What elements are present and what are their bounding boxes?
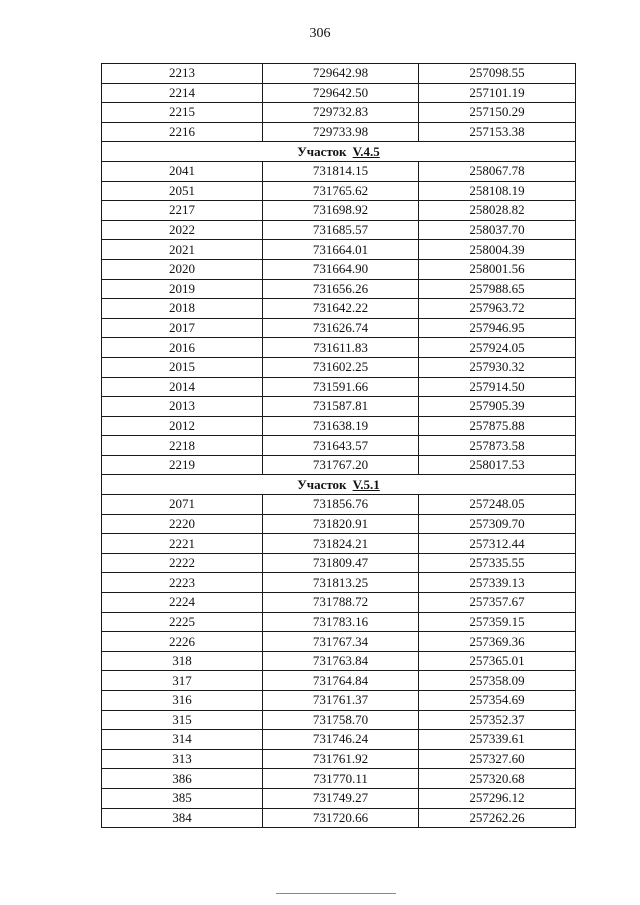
point-number-cell: 2215 <box>102 103 263 123</box>
point-number-cell: 2019 <box>102 279 263 299</box>
x-coordinate-cell: 731587.81 <box>263 397 419 417</box>
x-coordinate-cell: 731764.84 <box>263 671 419 691</box>
table-row <box>102 671 576 691</box>
point-number-cell: 2018 <box>102 299 263 319</box>
y-coordinate-cell: 258028.82 <box>419 201 576 221</box>
table-row <box>102 612 576 632</box>
x-coordinate-cell: 731761.37 <box>263 691 419 711</box>
point-number-cell: 2071 <box>102 495 263 515</box>
table-row <box>102 181 576 201</box>
y-coordinate-cell: 257339.61 <box>419 730 576 750</box>
point-number-cell: 2222 <box>102 553 263 573</box>
point-number-cell: 2226 <box>102 632 263 652</box>
point-number-cell: 385 <box>102 788 263 808</box>
coordinates-table <box>101 63 576 828</box>
point-number-cell: 313 <box>102 749 263 769</box>
point-number-cell: 2017 <box>102 318 263 338</box>
table-row <box>102 318 576 338</box>
point-number-cell: 386 <box>102 769 263 789</box>
y-coordinate-cell: 257988.65 <box>419 279 576 299</box>
x-coordinate-cell: 731685.57 <box>263 220 419 240</box>
y-coordinate-cell: 257354.69 <box>419 691 576 711</box>
table-row <box>102 593 576 613</box>
table-row <box>102 122 576 142</box>
point-number-cell: 2218 <box>102 436 263 456</box>
point-number-cell: 2216 <box>102 122 263 142</box>
x-coordinate-cell: 731767.20 <box>263 455 419 475</box>
section-header-row <box>102 475 576 495</box>
table-row <box>102 769 576 789</box>
point-number-cell: 315 <box>102 710 263 730</box>
x-coordinate-cell: 731602.25 <box>263 357 419 377</box>
x-coordinate-cell: 731814.15 <box>263 161 419 181</box>
x-coordinate-cell: 731783.16 <box>263 612 419 632</box>
table-row <box>102 749 576 769</box>
point-number-cell: 317 <box>102 671 263 691</box>
table-row <box>102 299 576 319</box>
table-row <box>102 416 576 436</box>
x-coordinate-cell: 731664.01 <box>263 240 419 260</box>
x-coordinate-cell: 731591.66 <box>263 377 419 397</box>
y-coordinate-cell: 258001.56 <box>419 259 576 279</box>
x-coordinate-cell: 731664.90 <box>263 259 419 279</box>
table-row <box>102 534 576 554</box>
section-header-row <box>102 142 576 162</box>
table-row <box>102 397 576 417</box>
section-code: V.4.5 <box>352 143 380 159</box>
table-row <box>102 514 576 534</box>
coordinates-table-body <box>102 64 576 828</box>
y-coordinate-cell: 257358.09 <box>419 671 576 691</box>
x-coordinate-cell: 731761.92 <box>263 749 419 769</box>
x-coordinate-cell: 731638.19 <box>263 416 419 436</box>
x-coordinate-cell: 731642.22 <box>263 299 419 319</box>
x-coordinate-cell: 731749.27 <box>263 788 419 808</box>
point-number-cell: 2014 <box>102 377 263 397</box>
table-row <box>102 338 576 358</box>
x-coordinate-cell: 731656.26 <box>263 279 419 299</box>
x-coordinate-cell: 731824.21 <box>263 534 419 554</box>
point-number-cell: 316 <box>102 691 263 711</box>
x-coordinate-cell: 731856.76 <box>263 495 419 515</box>
y-coordinate-cell: 257320.68 <box>419 769 576 789</box>
table-row <box>102 259 576 279</box>
footer-rule <box>276 893 396 894</box>
point-number-cell: 2021 <box>102 240 263 260</box>
x-coordinate-cell: 731763.84 <box>263 651 419 671</box>
table-row <box>102 357 576 377</box>
table-row <box>102 240 576 260</box>
y-coordinate-cell: 257359.15 <box>419 612 576 632</box>
y-coordinate-cell: 257930.32 <box>419 357 576 377</box>
x-coordinate-cell: 731643.57 <box>263 436 419 456</box>
y-coordinate-cell: 258037.70 <box>419 220 576 240</box>
point-number-cell: 2223 <box>102 573 263 593</box>
point-number-cell: 2022 <box>102 220 263 240</box>
y-coordinate-cell: 257365.01 <box>419 651 576 671</box>
table-row <box>102 377 576 397</box>
point-number-cell: 2041 <box>102 161 263 181</box>
point-number-cell: 2213 <box>102 64 263 84</box>
x-coordinate-cell: 731767.34 <box>263 632 419 652</box>
x-coordinate-cell: 731698.92 <box>263 201 419 221</box>
table-row <box>102 808 576 828</box>
x-coordinate-cell: 731720.66 <box>263 808 419 828</box>
x-coordinate-cell: 731611.83 <box>263 338 419 358</box>
y-coordinate-cell: 258017.53 <box>419 455 576 475</box>
y-coordinate-cell: 257309.70 <box>419 514 576 534</box>
section-code: V.5.1 <box>352 476 380 492</box>
table-row <box>102 710 576 730</box>
y-coordinate-cell: 257914.50 <box>419 377 576 397</box>
x-coordinate-cell: 731758.70 <box>263 710 419 730</box>
y-coordinate-cell: 258108.19 <box>419 181 576 201</box>
table-row <box>102 103 576 123</box>
y-coordinate-cell: 257248.05 <box>419 495 576 515</box>
section-label: Участок <box>297 476 347 492</box>
table-row <box>102 495 576 515</box>
x-coordinate-cell: 731626.74 <box>263 318 419 338</box>
point-number-cell: 2221 <box>102 534 263 554</box>
section-label: Участок <box>297 143 347 159</box>
x-coordinate-cell: 731788.72 <box>263 593 419 613</box>
y-coordinate-cell: 257262.26 <box>419 808 576 828</box>
y-coordinate-cell: 257946.95 <box>419 318 576 338</box>
y-coordinate-cell: 257875.88 <box>419 416 576 436</box>
point-number-cell: 2013 <box>102 397 263 417</box>
y-coordinate-cell: 257352.37 <box>419 710 576 730</box>
point-number-cell: 2225 <box>102 612 263 632</box>
y-coordinate-cell: 257098.55 <box>419 64 576 84</box>
y-coordinate-cell: 258004.39 <box>419 240 576 260</box>
point-number-cell: 2051 <box>102 181 263 201</box>
point-number-cell: 2012 <box>102 416 263 436</box>
table-row <box>102 651 576 671</box>
x-coordinate-cell: 731813.25 <box>263 573 419 593</box>
table-row <box>102 691 576 711</box>
section-header-cell <box>102 475 576 495</box>
x-coordinate-cell: 731820.91 <box>263 514 419 534</box>
table-row <box>102 220 576 240</box>
table-row <box>102 64 576 84</box>
point-number-cell: 2220 <box>102 514 263 534</box>
point-number-cell: 318 <box>102 651 263 671</box>
x-coordinate-cell: 729732.83 <box>263 103 419 123</box>
table-row <box>102 573 576 593</box>
table-row <box>102 553 576 573</box>
y-coordinate-cell: 257963.72 <box>419 299 576 319</box>
table-row <box>102 83 576 103</box>
y-coordinate-cell: 257339.13 <box>419 573 576 593</box>
y-coordinate-cell: 257327.60 <box>419 749 576 769</box>
point-number-cell: 314 <box>102 730 263 750</box>
y-coordinate-cell: 257924.05 <box>419 338 576 358</box>
x-coordinate-cell: 731809.47 <box>263 553 419 573</box>
table-row <box>102 788 576 808</box>
point-number-cell: 2015 <box>102 357 263 377</box>
y-coordinate-cell: 257296.12 <box>419 788 576 808</box>
y-coordinate-cell: 257905.39 <box>419 397 576 417</box>
y-coordinate-cell: 257150.29 <box>419 103 576 123</box>
table-row <box>102 161 576 181</box>
table-row <box>102 436 576 456</box>
x-coordinate-cell: 731765.62 <box>263 181 419 201</box>
point-number-cell: 2016 <box>102 338 263 358</box>
point-number-cell: 2217 <box>102 201 263 221</box>
table-row <box>102 455 576 475</box>
point-number-cell: 2219 <box>102 455 263 475</box>
x-coordinate-cell: 729642.50 <box>263 83 419 103</box>
y-coordinate-cell: 257335.55 <box>419 553 576 573</box>
table-row <box>102 279 576 299</box>
x-coordinate-cell: 729733.98 <box>263 122 419 142</box>
x-coordinate-cell: 729642.98 <box>263 64 419 84</box>
point-number-cell: 384 <box>102 808 263 828</box>
table-row <box>102 632 576 652</box>
y-coordinate-cell: 257873.58 <box>419 436 576 456</box>
page-number: 306 <box>309 26 331 41</box>
table-row <box>102 201 576 221</box>
y-coordinate-cell: 257312.44 <box>419 534 576 554</box>
y-coordinate-cell: 257369.36 <box>419 632 576 652</box>
y-coordinate-cell: 257357.67 <box>419 593 576 613</box>
point-number-cell: 2020 <box>102 259 263 279</box>
y-coordinate-cell: 257101.19 <box>419 83 576 103</box>
point-number-cell: 2214 <box>102 83 263 103</box>
y-coordinate-cell: 257153.38 <box>419 122 576 142</box>
point-number-cell: 2224 <box>102 593 263 613</box>
x-coordinate-cell: 731746.24 <box>263 730 419 750</box>
y-coordinate-cell: 258067.78 <box>419 161 576 181</box>
table-row <box>102 730 576 750</box>
section-header-cell <box>102 142 576 162</box>
x-coordinate-cell: 731770.11 <box>263 769 419 789</box>
